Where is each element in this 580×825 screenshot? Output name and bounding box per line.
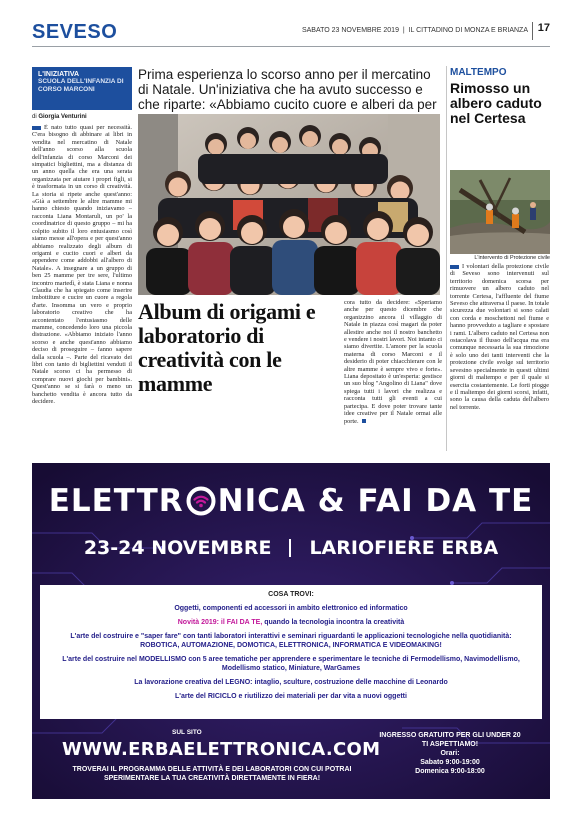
ad-website: WWW.ERBAELETTRONICA.COM <box>62 739 381 760</box>
article-kicker <box>32 67 132 110</box>
sidebar-body: I volontari della protezione civile di Seveso sono intervenuti sul territorio domenica scorsa per rimuovere un albero caduto nel torrente Certesa, l'affluente del fiume Seveso che attraversa il paese. In totale sicurezza due volontari si sono calati con corda e moschettoni nel fiume e hanno provveduto a tagliare e spostare i rami. L'albero caduto nel Certesa non ostacolava il flusso dell'acqua ma era comunque necessaria la sua rimozione è solo uno dei tanti interventi che la protezione civile svolge sul territorio sevesino specialmente in questi ultimi giorni di maltempo e per il quale si esercita costantemente. Le forti piogge e il maltempo dei giorni scorsi, infatti, sono la causa della caduta dell'albero nel torrente. <box>450 263 549 411</box>
sidebar-lead-square-icon <box>450 265 459 269</box>
ad-feature-line: L'arte del costruire nel MODELLISMO con 5 aree tematiche per apprendere e sperimentare le tecniche di Fermodellismo, Navimodellismo, Modellismo statico, Miniature, WarGames <box>62 656 520 672</box>
article-headline: Album di origami e laboratorio di creatività con le mamme <box>138 299 316 396</box>
ad-feature-line: L'arte del costruire e "saper fare" con tanti laboratori interattivi e seminari riguardanti le applicazioni tecnologiche nella quotidianità: ROBOTICA, AUTOMAZIONE, DOMOTICA, ELETTRONICA, INFORMATICA E VIDEOMAKING! <box>70 633 512 649</box>
article-column-1 <box>32 124 132 450</box>
ad-feature-line: La lavorazione creativa del LEGNO: intaglio, sculture, costruzione delle macchine di Leonardo <box>134 679 448 686</box>
header-meta <box>302 27 528 34</box>
article-body-2: cora tutto da decidere: «Speriamo anche per questo dicembre che organizzino ancora il villaggio di Natale in piazza così magari da poter allestire anche noi il nostro banchetto e vendere i nostri lavori. Noi intanto ci siamo divertite. L'amore per la scuola materna di corso Marconi e il desiderio di poter chiacchierare con le altre mamme è sempre vivo e forte». Liana depositato è un'esperta: gestisce un suo blog "Angolino di Liana" dove spiega tutti i lavori che realizza e racconta tutti gli eventi a cui partecipa. E dove poter trovare tante idee creative per il Natale ormai alle porte. <box>344 299 442 425</box>
sidebar-photo-caption: L'intervento di Protezione civile <box>474 255 550 261</box>
byline <box>32 114 87 120</box>
ad-hours-sunday: Domenica 9:00-18:00 <box>415 768 485 775</box>
ad-title-part-a: ELETTR <box>48 483 184 519</box>
page-number: 17 <box>532 22 550 40</box>
ad-opening-info <box>360 731 540 776</box>
ad-title <box>32 483 550 519</box>
ad-site-label: SUL SITO <box>172 729 202 736</box>
newspaper-name: IL CITTADINO DI MONZA E BRIANZA <box>408 27 528 34</box>
ad-hours-label: Orari: <box>440 750 460 757</box>
tree-removal-photo <box>450 170 550 254</box>
fair-advertisement <box>32 463 550 799</box>
article-column-2 <box>344 299 442 449</box>
ad-footer <box>32 725 550 799</box>
ad-feature-line: L'arte del RICICLO e riutilizzo dei materiali per dar vita a nuovi oggetti <box>175 693 407 700</box>
ad-program-text: TROVERAI IL PROGRAMMA DELLE ATTIVITÀ E DEI LABORATORI CON CUI POTRAI SPERIMENTARE LA TUA CREATIVITÀ DIRETTAMENTE IN FIERA! <box>72 766 352 782</box>
article-body-1: È nato tutto quasi per necessità. C'era bisogno di abbinare ai libri in vendita nel mercatino di Natale dell'anno scorso alla scuola dell'infanzia di corso Marconi dei simpatici bigliettini, ma a distanza di un anno quella che era una serata organizzata per aiutare i propri figli, si è trasformata in un corso di creatività. La storia si ripete anche quest'anno: «Già a settembre le altre mamme mi hanno chiesto quando iniziavamo – racconta Liana Montaruli, un po' la coordinatrice di questo gruppo – mi ha colpito subito il loro entusiasmo così siamo messe all'opera e per quest'anno abbiamo realizzato degli album di origami e cucito cuori e alberi da appendere come addobbi all'albero di Natale». A insegnare a un gruppo di ben 25 mamme per tre sere, l'ultimo incontro martedì, è stata Liana e nonna Claudia che ha spiegato come inserire imbottiture e cucire un cuore a regola d'arte. Insomma un vero e proprio laboratorio creativo che ha accontentato l'entusiasmo delle mamme, concedendo loro una piccola distrazione. «Abbiamo iniziato l'anno scorso e anche quest'anno abbiamo deciso di proseguire – fanno sapere dalla scuola –. Parte del ricavato dei libri con tanto di bigliettini venduti il Natale scorso ci ha permesso di comprare nuovi giochi per bambini». Quest'anno se si farà o meno un banchetto vendita è ancora tutto da decidere. <box>32 124 132 406</box>
ad-venue: LARIOFIERE ERBA <box>309 537 499 559</box>
ad-wait-text: TI ASPETTIAMO! <box>421 741 479 748</box>
issue-date: SABATO 23 NOVEMBRE 2019 <box>301 27 399 34</box>
sidebar-column <box>450 263 549 443</box>
kicker-tag: L'INIZIATIVA <box>38 71 80 78</box>
ad-date-separator <box>289 539 291 557</box>
group-photo-image <box>138 114 440 295</box>
group-photo <box>138 114 440 295</box>
end-square-icon <box>362 419 366 423</box>
ad-free-entry: INGRESSO GRATUITO PER GLI UNDER 20 <box>379 732 521 739</box>
ad-date-row <box>32 537 550 559</box>
ad-features-heading: COSA TROVI: <box>268 591 314 598</box>
ad-title-part-b: NICA & FAI DA TE <box>217 483 534 519</box>
ad-feature-line: Novità 2019: il FAI DA TE, quando la tecnologia incontra la creatività <box>177 619 405 626</box>
kicker-school: SCUOLA DELL'INFANZIA DI CORSO MARCONI <box>38 78 124 93</box>
sidebar-tag: MALTEMPO <box>450 67 507 78</box>
sidebar-title: Rimosso un albero caduto nel Certesa <box>450 80 542 126</box>
page-header <box>32 21 550 47</box>
lead-square-icon <box>32 126 41 130</box>
section-title: SEVESO <box>32 21 118 43</box>
column-divider <box>446 66 447 451</box>
tree-removal-image <box>450 170 550 254</box>
header-separator: | <box>400 27 407 34</box>
article-subhead: Prima esperienza lo scorso anno per il mercatino di Natale. Un'iniziativa che ha avuto successo e che riparte: «Abbiamo cucito cuore e alberi da per <box>138 67 437 112</box>
wifi-o-icon <box>186 486 216 516</box>
ad-features-box <box>40 585 542 719</box>
byline-prefix: di <box>32 114 37 120</box>
ad-dates: 23-24 NOVEMBRE <box>83 537 272 559</box>
ad-feature-line: Oggetti, componenti ed accessori in ambito elettronico ed informatico <box>174 605 408 612</box>
byline-author: Giorgia Venturini <box>38 114 87 120</box>
ad-hours-saturday: Sabato 9:00-19:00 <box>420 759 480 766</box>
